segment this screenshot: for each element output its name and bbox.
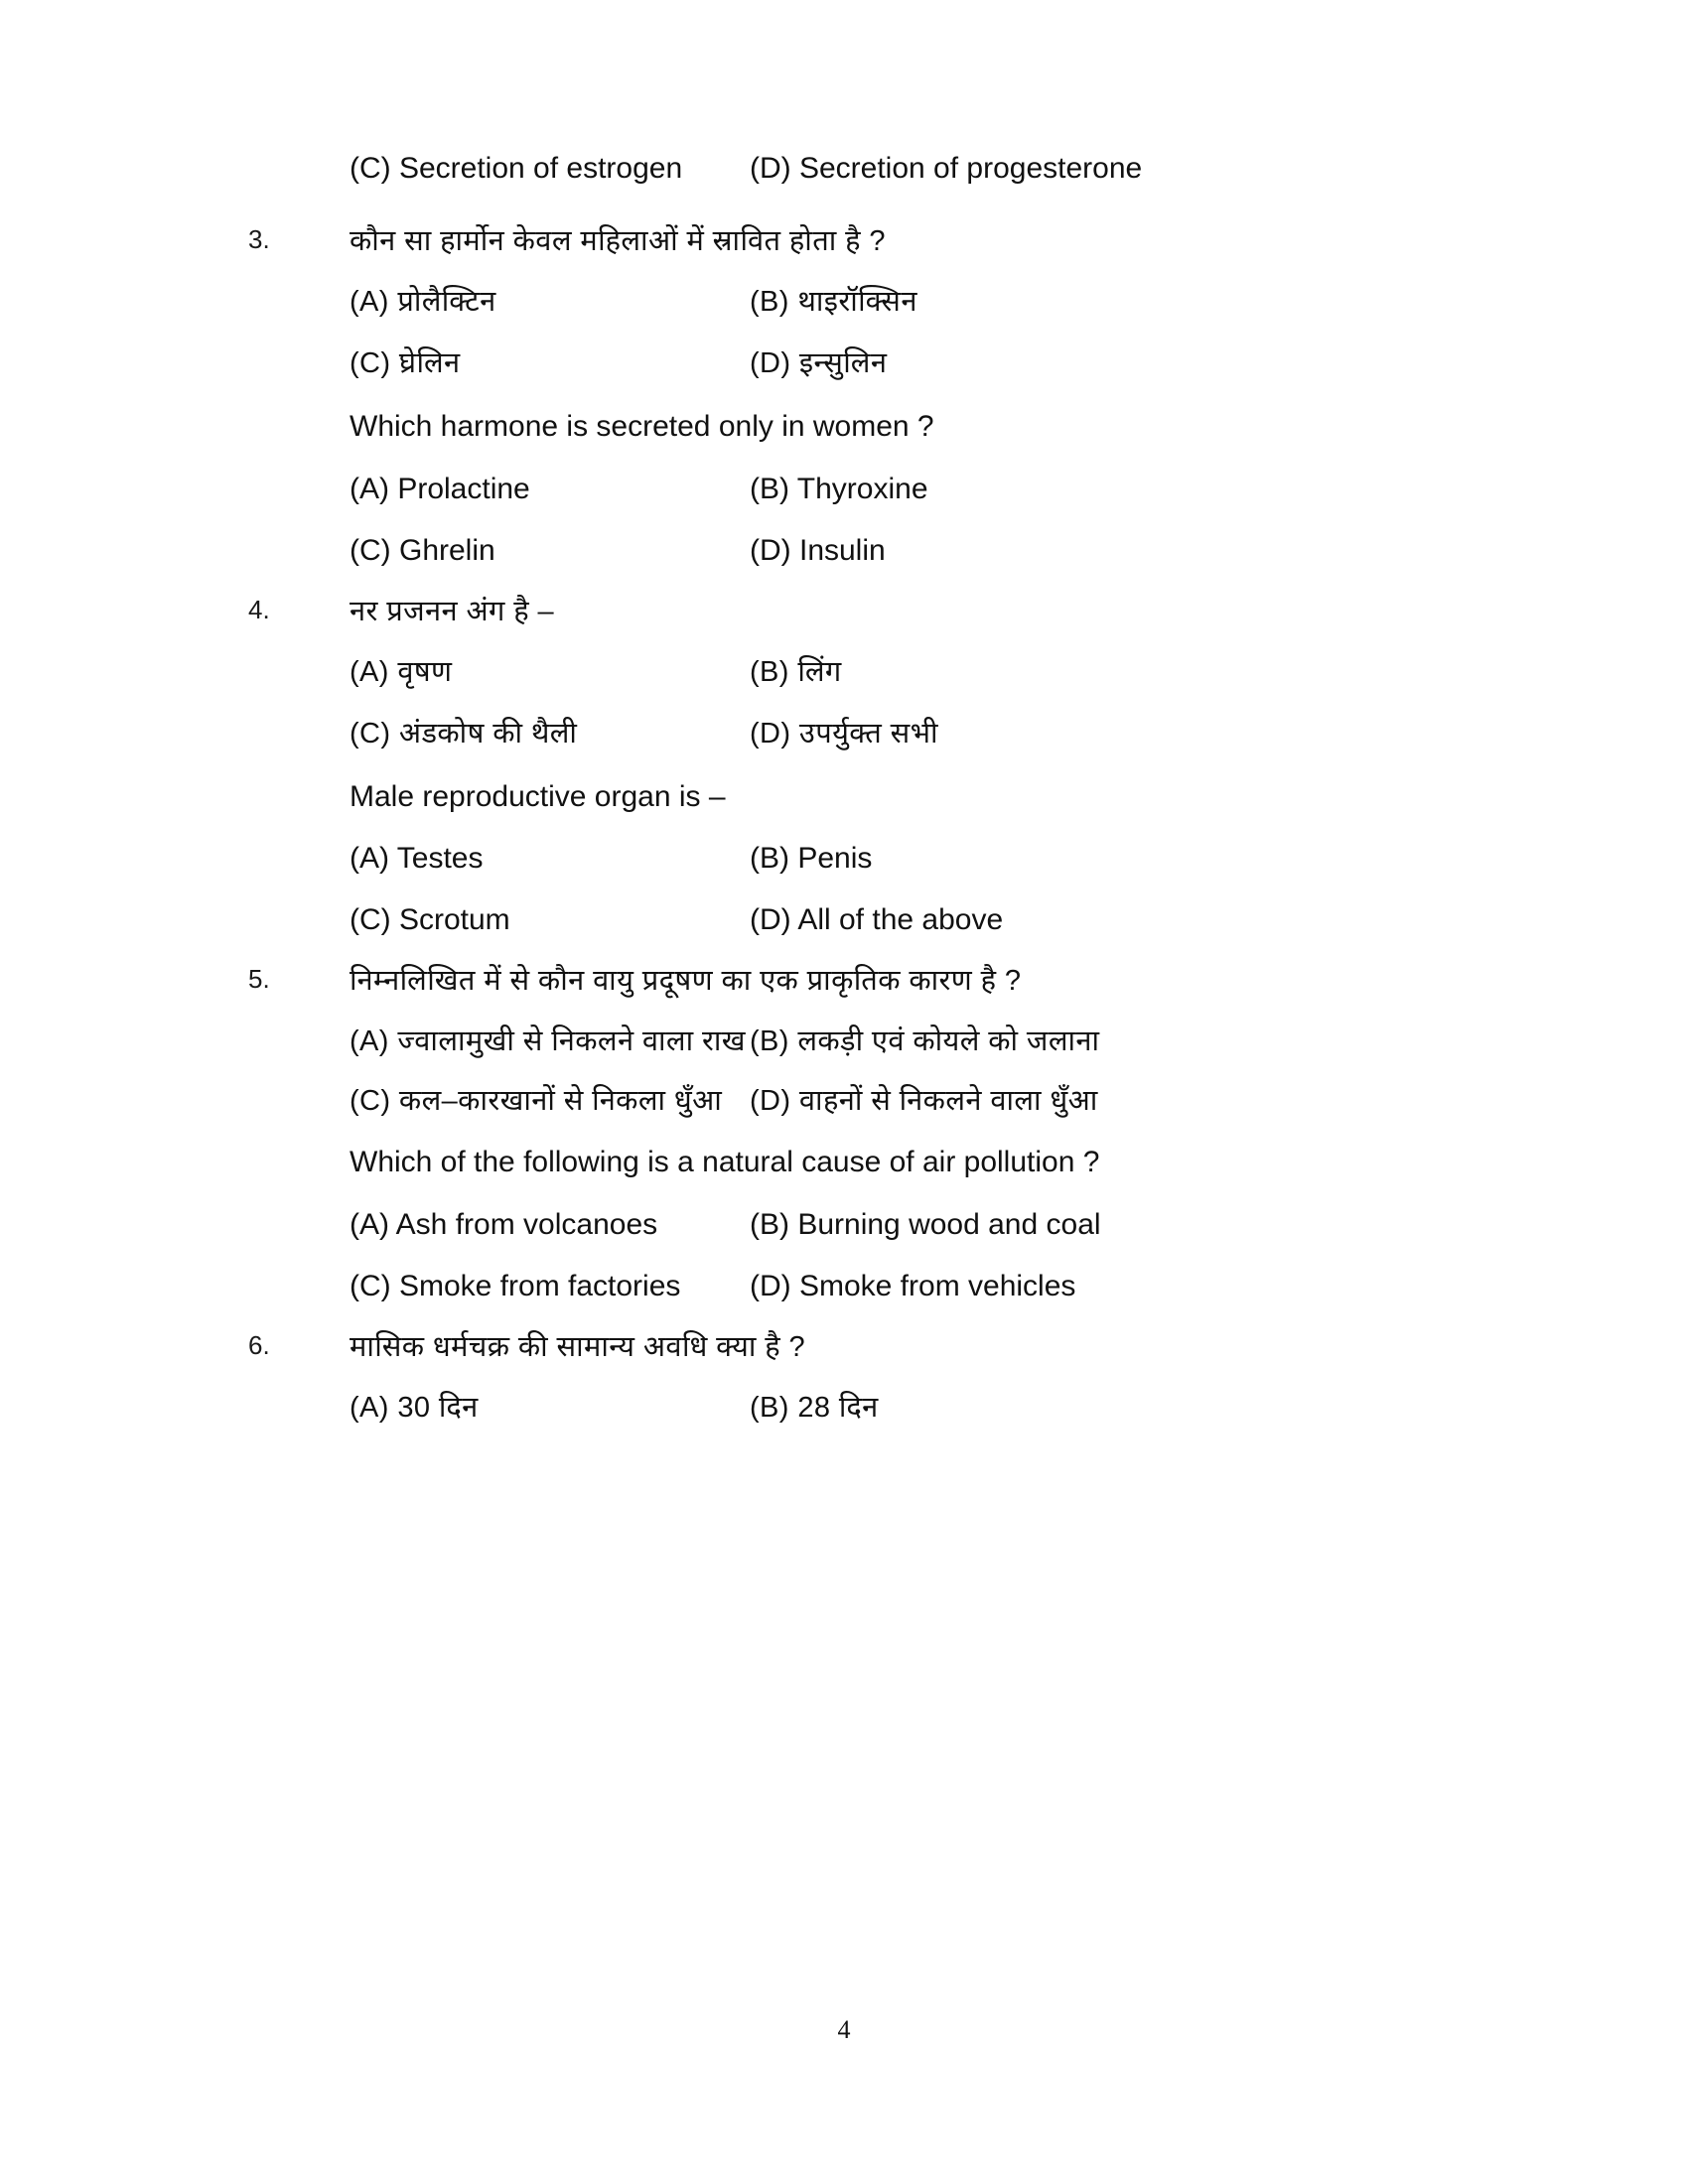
spacer [248,262,1420,284]
question-6-hindi-option-b[interactable]: (B) 28 दिन [750,1391,879,1424]
question-3-hindi-option-b[interactable]: (B) थाइरॉक्सिन [750,286,917,318]
page-number: 4 [837,2015,851,2044]
carryover-option-d: (D) Secretion of progesterone [750,152,1143,185]
question-3-english-stem-row [248,407,1420,448]
question-3-hindi-stem: कौन सा हार्मोन केवल महिलाओं में स्रावित होता है ? [350,225,886,257]
carryover-option-row [248,149,1420,210]
spacer [248,1368,1420,1390]
question-5 [248,962,1420,1328]
question-3-number: 3. [248,224,270,254]
question-4-hindi-option-a[interactable]: (A) वृषण [350,655,453,688]
question-6-hindi-option-a[interactable]: (A) 30 दिन [350,1391,479,1424]
question-4 [248,593,1420,963]
question-5-english-stem: Which of the following is a natural cause of air pollution ? [350,1146,1100,1178]
question-3-hindi-stem-row [248,222,1420,262]
question-3-english-stem: Which harmone is secreted only in women ? [350,410,934,443]
question-4-english-option-c[interactable]: (C) Scrotum [350,903,510,936]
question-5-hindi-stem: निम्नलिखित में से कौन वायु प्रदूषण का एक प्राकृतिक कारण है ? [350,965,1022,997]
question-5-english-option-b[interactable]: (B) Burning wood and coal [750,1207,1101,1241]
question-6 [248,1328,1420,1451]
question-5-hindi-option-c[interactable]: (C) कल–कारखानों से निकला धुँआ [350,1085,723,1117]
question-4-hindi-stem-row [248,593,1420,632]
question-4-english-option-a[interactable]: (A) Testes [350,842,484,875]
question-3-english-option-b[interactable]: (B) Thyroxine [750,472,928,505]
question-3 [248,222,1420,593]
question-4-hindi-stem: नर प्रजनन अंग है – [350,595,555,627]
question-5-hindi-options [350,1024,1420,1143]
question-3-english-option-a[interactable]: (A) Prolactine [350,472,530,505]
spacer [248,210,1420,222]
question-list [248,149,1420,1451]
question-5-english-option-d[interactable]: (D) Smoke from vehicles [750,1269,1076,1302]
question-4-hindi-options [350,654,1420,777]
carryover-options [350,149,1420,210]
question-5-english-stem-row [248,1143,1420,1183]
question-3-english-option-d[interactable]: (D) Insulin [750,533,886,567]
carryover-option-c: (C) Secretion of estrogen [350,152,683,185]
question-5-hindi-option-b[interactable]: (B) लकड़ी एवं कोयले को जलाना [750,1025,1100,1057]
question-5-english-option-c[interactable]: (C) Smoke from factories [350,1269,681,1302]
question-6-hindi-stem-row [248,1328,1420,1368]
spacer [248,448,1420,470]
question-4-hindi-option-b[interactable]: (B) लिंग [750,655,842,688]
question-4-english-option-d[interactable]: (D) All of the above [750,903,1004,936]
question-4-english-option-b[interactable]: (B) Penis [750,842,873,875]
question-5-hindi-option-a[interactable]: (A) ज्वालामुखी से निकलने वाला राख [350,1025,746,1057]
question-4-hindi-option-d[interactable]: (D) उपर्युक्त सभी [750,717,938,750]
question-3-hindi-option-d[interactable]: (D) इन्सुलिन [750,347,888,379]
question-4-hindi-option-c[interactable]: (C) अंडकोष की थैली [350,717,578,750]
question-4-number: 4. [248,594,270,624]
question-5-number: 5. [248,964,270,994]
question-6-hindi-stem: मासिक धर्मचक्र की सामान्य अवधि क्या है ? [350,1330,806,1363]
question-5-hindi-stem-row [248,962,1420,1002]
question-3-hindi-option-c[interactable]: (C) घ्रेलिन [350,347,461,379]
question-6-number: 6. [248,1329,270,1360]
spacer [248,1002,1420,1024]
spacer [248,1183,1420,1205]
question-4-english-stem: Male reproductive organ is – [350,779,726,813]
question-3-hindi-option-a[interactable]: (A) प्रोलैक्टिन [350,286,496,318]
question-3-english-options [350,470,1420,593]
spacer [248,632,1420,654]
question-4-english-options [350,839,1420,962]
question-5-english-options [350,1205,1420,1328]
question-3-hindi-options [350,284,1420,407]
question-5-hindi-option-d[interactable]: (D) वाहनों से निकलने वाला धुँआ [750,1085,1098,1117]
question-4-english-stem-row [248,777,1420,818]
question-6-hindi-options [350,1390,1420,1451]
question-5-english-option-a[interactable]: (A) Ash from volcanoes [350,1207,658,1241]
spacer [248,817,1420,839]
question-3-english-option-c[interactable]: (C) Ghrelin [350,533,495,567]
